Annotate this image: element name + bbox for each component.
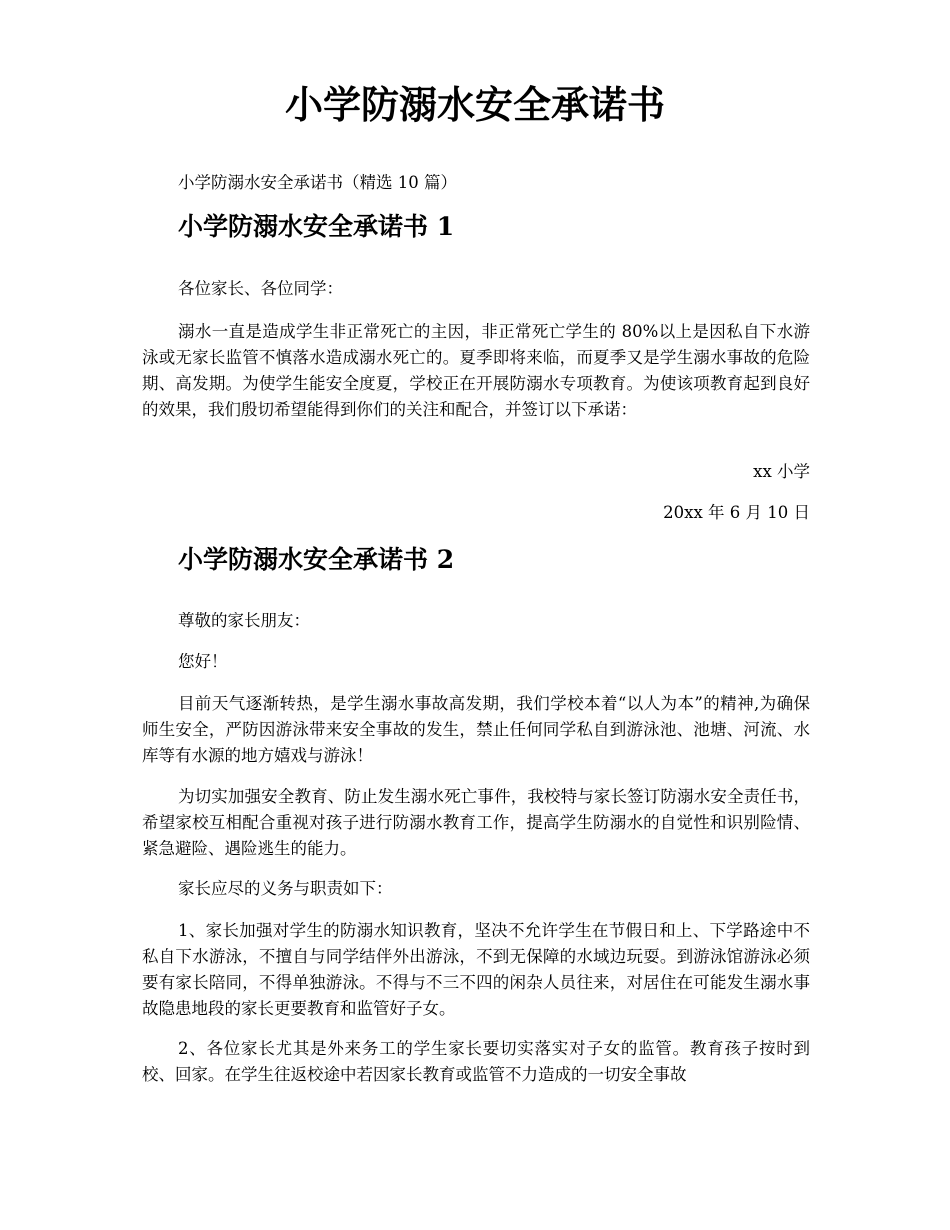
section-1-body: 溺水一直是造成学生非正常死亡的主因，非正常死亡学生的 80%以上是因私自下水游泳或无家长监管不慎落水造成溺水死亡的。夏季即将来临，而夏季又是学生溺水事故的危险期、高发期。为使学生能安全度夏，学校正在开展防溺水专项教育。为使该项教育起到良好的效果，我们殷切希望能得到你们的关注和配合，并签订以下承诺： [142,322,810,419]
section-2-duties-intro: 家长应尽的义务与职责如下： [178,879,393,898]
section-2-heading: 小学防溺水安全承诺书 2 [178,545,455,574]
section-1-date: 20xx 年 6 月 10 日 [663,503,810,522]
section-2-greeting: 尊敬的家长朋友： [178,611,310,630]
section-1-heading: 小学防溺水安全承诺书 1 [178,212,455,241]
section-2-paragraph-2: 为切实加强安全教育、防止发生溺水死亡事件，我校特与家长签订防溺水安全责任书，希望家校互相配合重视对孩子进行防溺水教育工作，提高学生防溺水的自觉性和识别险情、紧急避险、遇险逃生的能力。 [142,787,810,858]
document-subtitle: 小学防溺水安全承诺书（精选 10 篇） [178,173,457,192]
section-2-paragraph-1: 目前天气逐渐转热，是学生溺水事故高发期，我们学校本着“以人为本”的精神,为确保师生安全，严防因游泳带来安全事故的发生，禁止任何同学私自到游泳池、池塘、河流、水库等有水源的地方嬉戏与游泳！ [142,694,810,765]
section-2-hello: 您好！ [178,652,228,671]
section-1-signature: xx 小学 [753,462,810,481]
section-2-item-1: 1、家长加强对学生的防溺水知识教育，坚决不允许学生在节假日和上、下学路途中不私自下水游泳，不擅自与同学结伴外出游泳，不到无保障的水域边玩耍。到游泳馆游泳必须要有家长陪同，不得单独游泳。不得与不三不四的闲杂人员往来，对居住在可能发生溺水事故隐患地段的家长更要教育和监管好子女。 [142,921,810,1018]
section-2-item-2: 2、各位家长尤其是外来务工的学生家长要切实落实对子女的监管。教育孩子按时到校、回家。在学生往返校途中若因家长教育或监管不力造成的一切安全事故 [142,1039,810,1084]
section-1-greeting: 各位家长、各位同学： [178,279,343,298]
document-title: 小学防溺水安全承诺书 [284,82,665,127]
